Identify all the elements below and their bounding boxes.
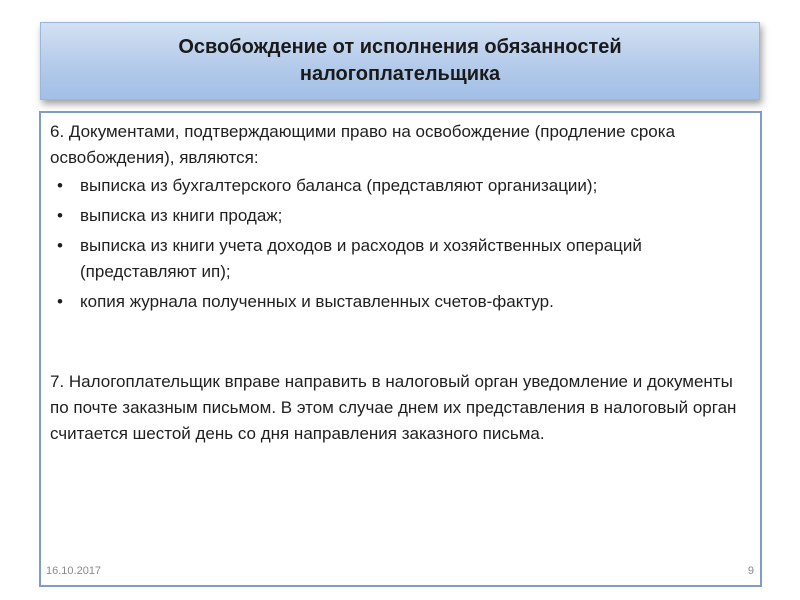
paragraph-documents-intro: 6. Документами, подтверждающими право на освобождение (продление срока освобождения), являются: [50, 122, 676, 167]
list-item [50, 203, 752, 229]
list-item [50, 233, 752, 285]
slide-title-bar [40, 22, 760, 100]
list-item-text: копия журнала полученных и выставленных счетов-фактур. [80, 292, 554, 311]
footer-date: 16.10.2017 [46, 565, 102, 577]
bullet-dot-icon: • [57, 176, 63, 195]
slide-title: Освобождение от исполнения обязанностей налогоплательщика [178, 36, 622, 85]
list-item-text: выписка из книги продаж; [80, 206, 283, 225]
list-item [50, 173, 752, 199]
paragraph-mail-submission: 7. Налогоплательщик вправе направить в налоговый орган уведомление и документы по почте заказным письмом. В этом случае днем их представления в налоговый орган считается шестой день со дня направления заказного письма. [50, 372, 737, 443]
list-item-text: выписка из книги учета доходов и расходов и хозяйственных операций (представляют ип); [80, 236, 642, 281]
list-item-text: выписка из бухгалтерского баланса (представляют организации); [80, 176, 598, 195]
bullet-dot-icon: • [57, 236, 63, 255]
document-list [50, 173, 752, 315]
list-item [50, 289, 752, 315]
slide-content [50, 119, 752, 447]
content-box [39, 111, 762, 587]
page-number: 9 [747, 565, 754, 577]
bullet-dot-icon: • [57, 206, 63, 225]
bullet-dot-icon: • [57, 292, 63, 311]
